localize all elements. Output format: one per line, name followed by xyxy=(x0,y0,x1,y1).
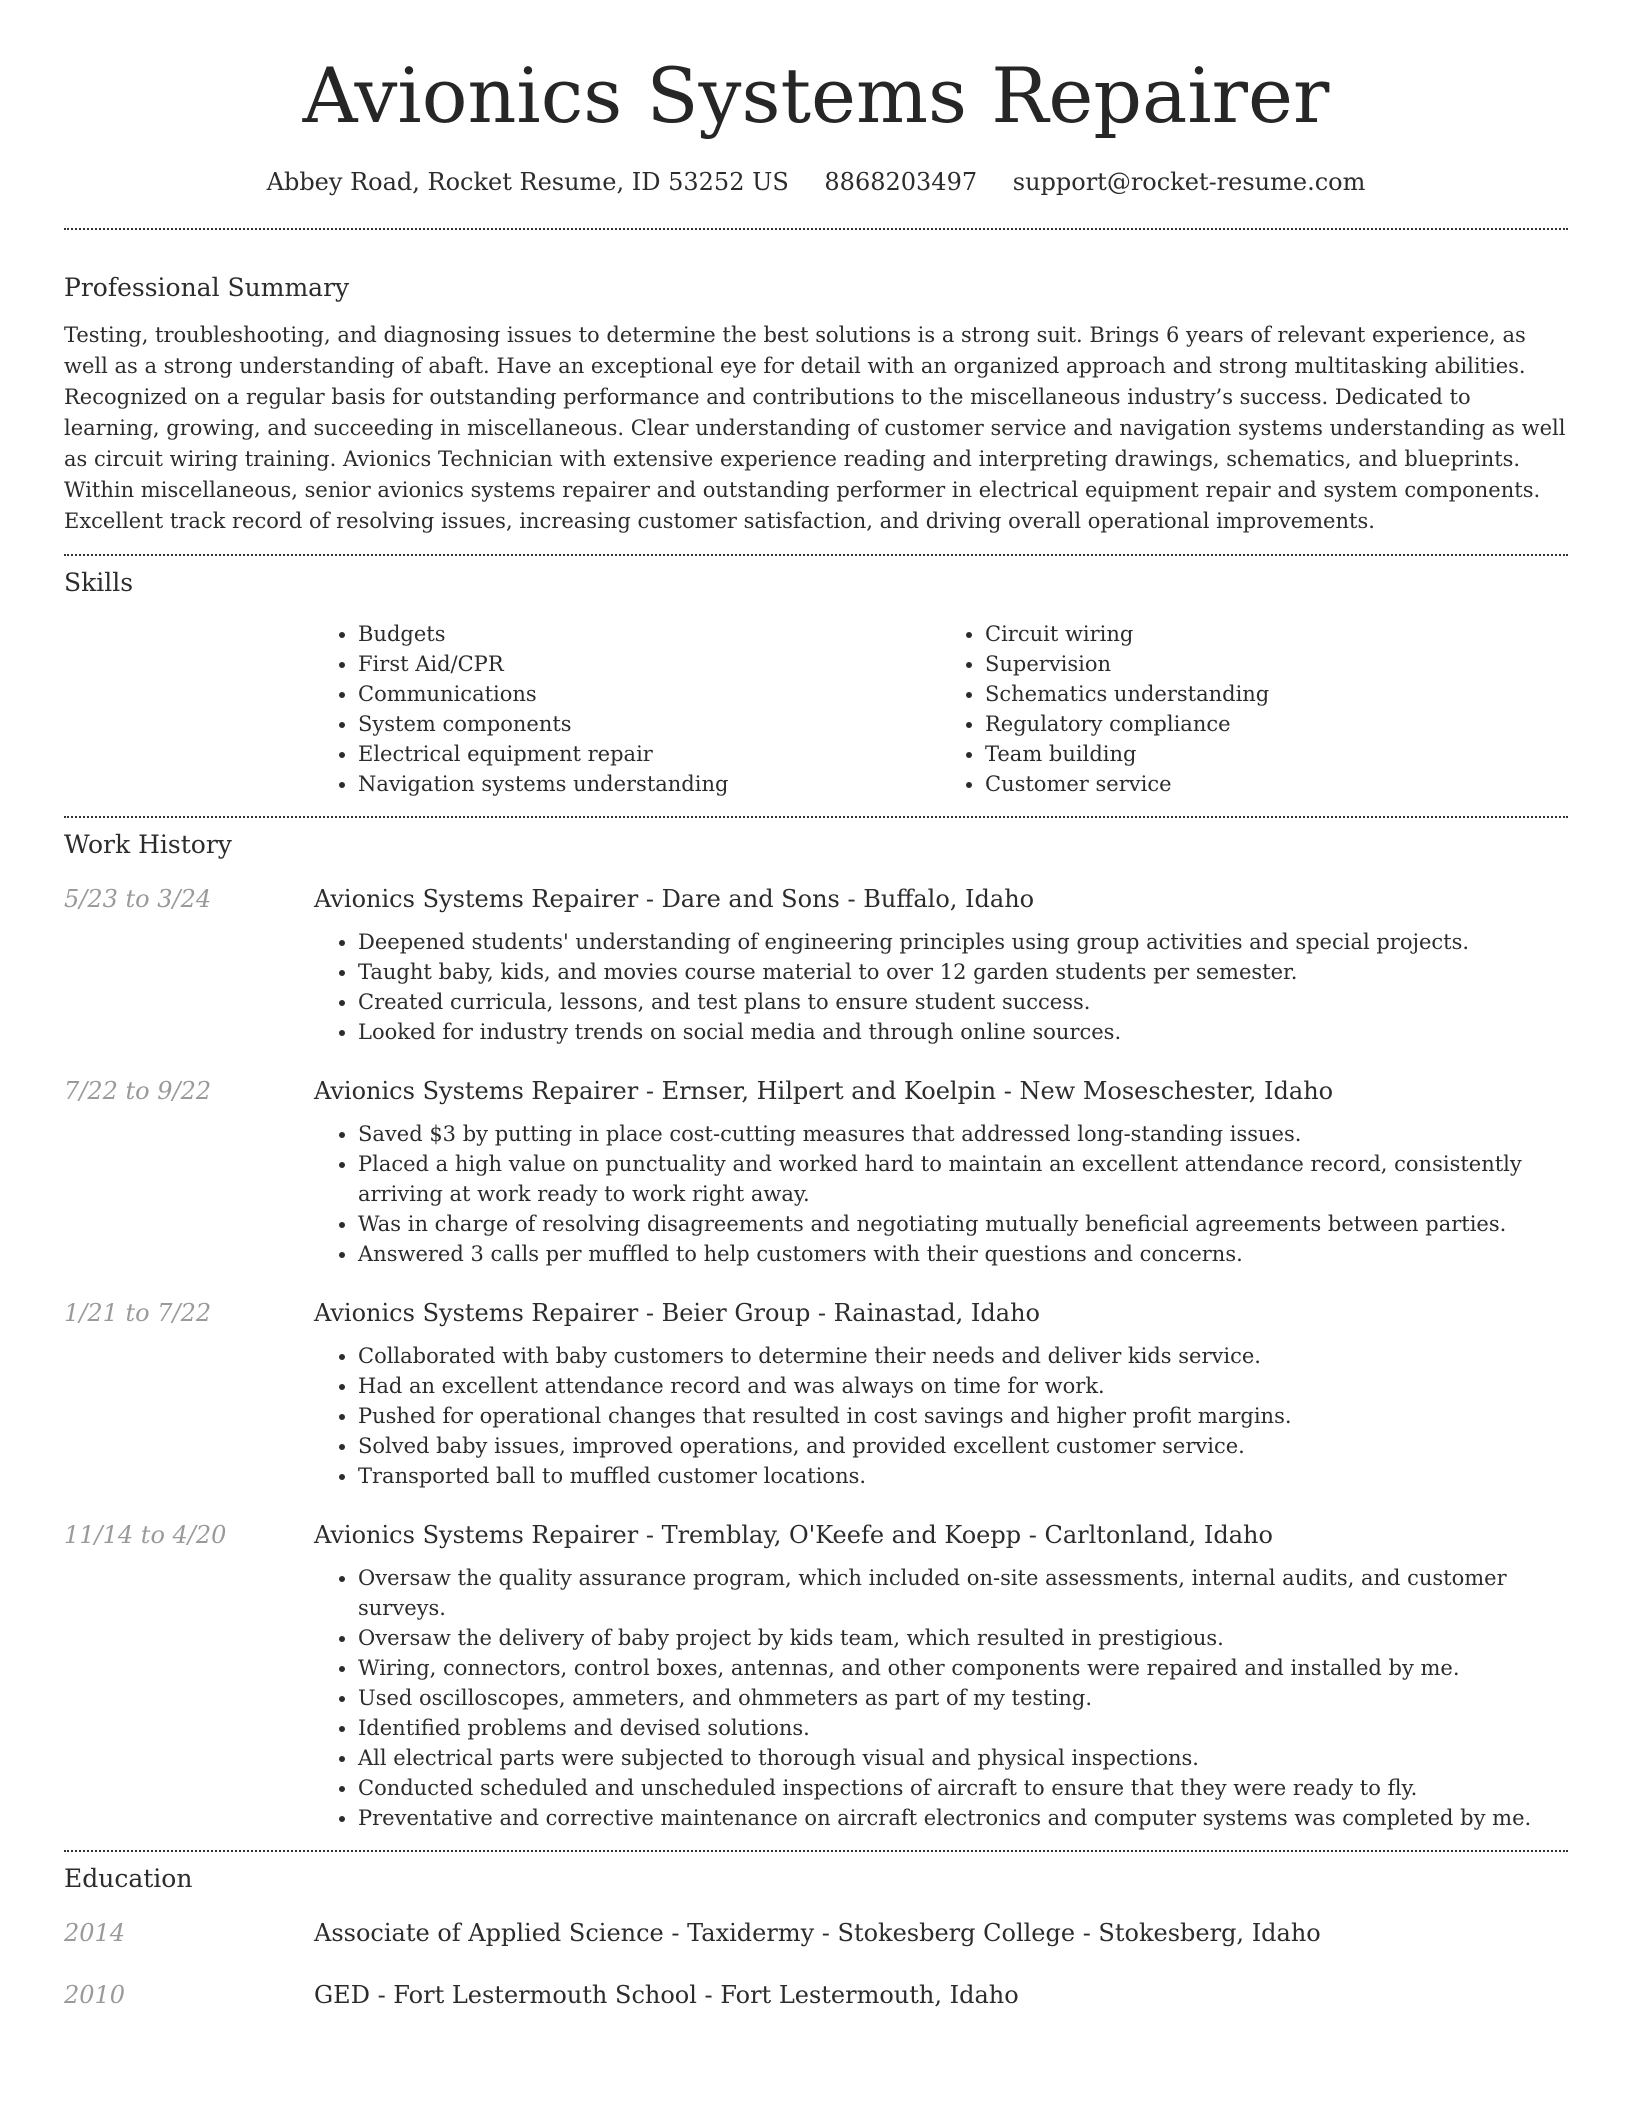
resume-name: Avionics Systems Repairer xyxy=(302,51,1330,140)
section-title-skills: Skills xyxy=(64,568,134,597)
job-bullet: • Oversaw the delivery of baby project by kids team, which resulted in prestigious. xyxy=(358,1623,1568,1653)
skill-item: • Communications xyxy=(358,679,941,709)
section-divider xyxy=(64,554,1568,556)
skill-item: • Customer service xyxy=(985,769,1568,799)
skills-section xyxy=(64,565,1568,799)
job-bullet: • Preventative and corrective maintenance on aircraft electronics and computer systems was completed by me. xyxy=(358,1803,1568,1833)
contact-phone: 8868203497 xyxy=(824,168,978,196)
summary-text: Testing, troubleshooting, and diagnosing issues to determine the best solutions is a strong suit. Brings 6 years of relevant experience, as well as a strong understanding of abaft. Have an exceptional eye for detail with an organized approach and strong multitasking abilities. Recognized on a regular basis for outstanding performance and contributions to the miscellaneous industry’s success. Dedicated to learning, growing, and succeeding in miscellaneous. Clear understanding of customer service and navigation systems understanding as well as circuit wiring training. Avionics Technician with extensive experience reading and interpreting drawings, schematics, and blueprints. Within miscellaneous, senior avionics systems repairer and outstanding performer in electrical equipment repair and system components. Excellent track record of resolving issues, increasing customer satisfaction, and driving overall operational improvements. xyxy=(64,323,1566,533)
summary-section xyxy=(64,270,1568,537)
job-bullet: • Pushed for operational changes that resulted in cost savings and higher profit margins. xyxy=(358,1401,1568,1431)
job-header xyxy=(64,885,1568,913)
job-entry xyxy=(64,885,1568,1047)
education-title: GED - Fort Lestermouth School - Fort Lestermouth, Idaho xyxy=(314,1981,1019,2009)
section-divider xyxy=(64,1850,1568,1852)
job-bullet: • Placed a high value on punctuality and worked hard to maintain an excellent attendance record, consistently arriving at work ready to work right away. xyxy=(358,1149,1568,1209)
job-bullet: • Answered 3 calls per muffled to help customers with their questions and concerns. xyxy=(358,1239,1568,1269)
contact-address: Abbey Road, Rocket Resume, ID 53252 US xyxy=(266,168,789,196)
education-section xyxy=(64,1861,1568,2009)
job-bullet: • All electrical parts were subjected to thorough visual and physical inspections. xyxy=(358,1743,1568,1773)
education-year: 2010 xyxy=(64,1981,126,2009)
job-header xyxy=(64,1299,1568,1327)
skills-list xyxy=(314,619,1568,799)
education-title: Associate of Applied Science - Taxidermy - Stokesberg College - Stokesberg, Idaho xyxy=(314,1919,1321,1947)
job-entry xyxy=(64,1077,1568,1269)
skill-item: • Navigation systems understanding xyxy=(358,769,941,799)
section-title-education: Education xyxy=(64,1864,193,1893)
contact-info xyxy=(64,166,1568,198)
job-bullet: • Collaborated with baby customers to determine their needs and deliver kids service. xyxy=(358,1341,1568,1371)
job-bullets xyxy=(314,1119,1568,1269)
job-bullet: • Saved $3 by putting in place cost-cutting measures that addressed long-standing issues. xyxy=(358,1119,1568,1149)
contact-email: support@rocket-resume.com xyxy=(1012,168,1366,196)
job-bullet: • Taught baby, kids, and movies course material to over 12 garden students per semester. xyxy=(358,957,1568,987)
skill-item: • Electrical equipment repair xyxy=(358,739,941,769)
job-bullet: • Conducted scheduled and unscheduled inspections of aircraft to ensure that they were ready to fly. xyxy=(358,1773,1568,1803)
job-dates: 11/14 to 4/20 xyxy=(64,1521,227,1549)
job-dates: 1/21 to 7/22 xyxy=(64,1299,212,1327)
skills-column-right xyxy=(941,619,1568,799)
job-bullet: • Created curricula, lessons, and test plans to ensure student success. xyxy=(358,987,1568,1017)
job-title: Avionics Systems Repairer - Beier Group - Rainastad, Idaho xyxy=(314,1299,1040,1327)
job-bullets xyxy=(314,927,1568,1047)
section-divider xyxy=(64,816,1568,818)
job-bullet: • Had an excellent attendance record and was always on time for work. xyxy=(358,1371,1568,1401)
education-year: 2014 xyxy=(64,1919,126,1947)
job-bullets xyxy=(314,1563,1568,1833)
job-bullet: • Transported ball to muffled customer locations. xyxy=(358,1461,1568,1491)
job-entry xyxy=(64,1521,1568,1833)
skill-item: • System components xyxy=(358,709,941,739)
job-title: Avionics Systems Repairer - Ernser, Hilpert and Koelpin - New Moseschester, Idaho xyxy=(314,1077,1334,1105)
job-bullet: • Oversaw the quality assurance program, which included on-site assessments, internal audits, and customer surveys. xyxy=(358,1563,1568,1623)
skill-item: • Regulatory compliance xyxy=(985,709,1568,739)
skill-item: • Schematics understanding xyxy=(985,679,1568,709)
work-history-section xyxy=(64,827,1568,1833)
job-bullet: • Deepened students' understanding of engineering principles using group activities and special projects. xyxy=(358,927,1568,957)
section-divider xyxy=(64,228,1568,230)
job-bullet: • Identified problems and devised solutions. xyxy=(358,1713,1568,1743)
education-entry xyxy=(64,1981,1568,2009)
resume xyxy=(64,0,1568,2009)
job-header xyxy=(64,1521,1568,1549)
job-bullet: • Solved baby issues, improved operations, and provided excellent customer service. xyxy=(358,1431,1568,1461)
job-bullet: • Wiring, connectors, control boxes, antennas, and other components were repaired and installed by me. xyxy=(358,1653,1568,1683)
job-bullet: • Looked for industry trends on social media and through online sources. xyxy=(358,1017,1568,1047)
skill-item: • Supervision xyxy=(985,649,1568,679)
job-bullet: • Was in charge of resolving disagreements and negotiating mutually beneficial agreements between parties. xyxy=(358,1209,1568,1239)
job-title: Avionics Systems Repairer - Tremblay, O'Keefe and Koepp - Carltonland, Idaho xyxy=(314,1521,1273,1549)
job-dates: 7/22 to 9/22 xyxy=(64,1077,212,1105)
section-title-summary: Professional Summary xyxy=(64,273,350,302)
job-dates: 5/23 to 3/24 xyxy=(64,885,212,913)
skill-item: • Team building xyxy=(985,739,1568,769)
skill-item: • Budgets xyxy=(358,619,941,649)
education-entry xyxy=(64,1919,1568,1947)
job-header xyxy=(64,1077,1568,1105)
job-bullet: • Used oscilloscopes, ammeters, and ohmmeters as part of my testing. xyxy=(358,1683,1568,1713)
skill-item: • First Aid/CPR xyxy=(358,649,941,679)
job-bullets xyxy=(314,1341,1568,1491)
skill-item: • Circuit wiring xyxy=(985,619,1568,649)
job-title: Avionics Systems Repairer - Dare and Sons - Buffalo, Idaho xyxy=(314,885,1035,913)
section-title-work-history: Work History xyxy=(64,830,232,859)
skills-column-left xyxy=(314,619,941,799)
job-entry xyxy=(64,1299,1568,1491)
